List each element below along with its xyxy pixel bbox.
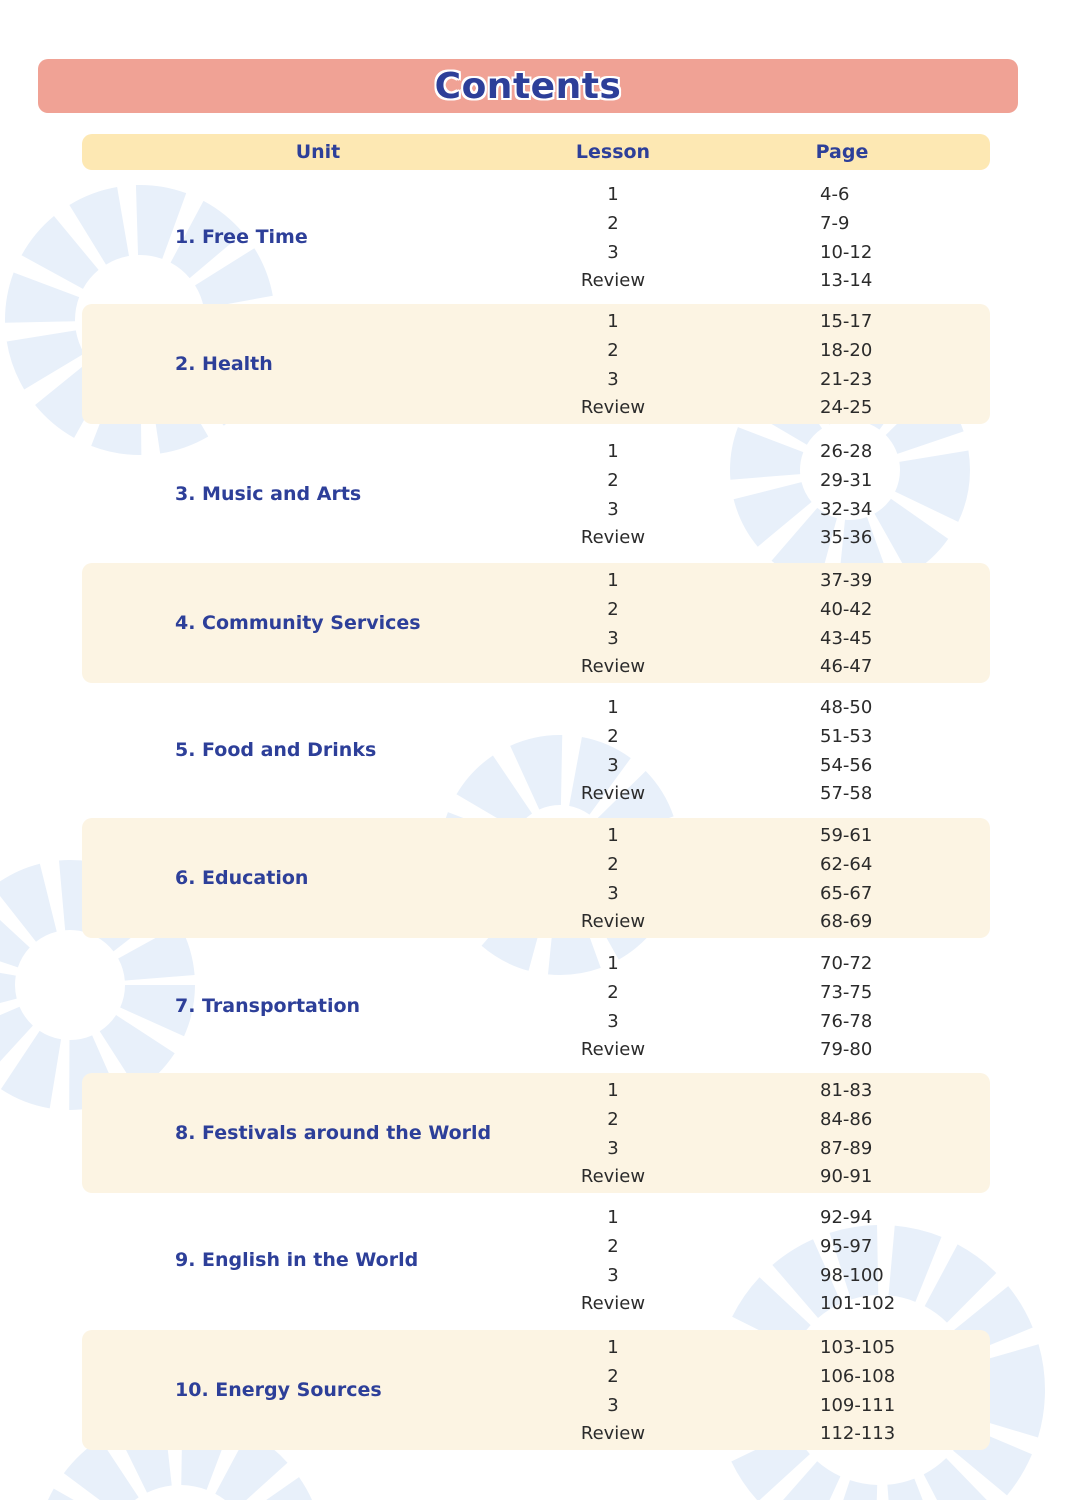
page-range: 106-108	[820, 1366, 896, 1387]
lesson-row	[82, 850, 990, 879]
lesson-row	[82, 949, 990, 978]
lesson-number: Review	[580, 911, 646, 932]
lesson-row	[82, 238, 990, 267]
page-range: 40-42	[820, 599, 873, 620]
lesson-number: 3	[607, 1395, 619, 1416]
lesson-row	[82, 180, 990, 209]
page-range: 57-58	[820, 783, 873, 804]
lesson-number: 2	[607, 340, 619, 361]
page-range: 68-69	[820, 911, 873, 932]
page-range: 10-12	[820, 242, 873, 263]
lesson-number: 2	[607, 1109, 619, 1130]
lesson-number: 3	[607, 242, 619, 263]
lesson-row	[82, 1007, 990, 1036]
page-range: 29-31	[820, 470, 873, 491]
lesson-number: 2	[607, 1236, 619, 1257]
lesson-row	[82, 1261, 990, 1290]
lesson-row	[82, 307, 990, 336]
unit-title: 4. Community Services	[175, 612, 421, 634]
unit-title: 6. Education	[175, 867, 309, 889]
lesson-row	[82, 566, 990, 595]
page-range: 73-75	[820, 982, 873, 1003]
lesson-number: 1	[607, 570, 619, 591]
lesson-number: Review	[580, 783, 646, 804]
page-range: 15-17	[820, 311, 873, 332]
lesson-row	[82, 1362, 990, 1391]
page-range: 35-36	[820, 527, 873, 548]
lesson-row	[82, 365, 990, 394]
column-header-page: Page	[815, 141, 869, 163]
column-header-lesson: Lesson	[575, 141, 651, 163]
unit-row-group	[82, 690, 990, 810]
unit-row-group	[82, 1073, 990, 1193]
lesson-number: Review	[580, 527, 646, 548]
lesson-number: Review	[580, 397, 646, 418]
lesson-row	[82, 523, 990, 552]
lesson-number: 1	[607, 953, 619, 974]
lesson-row	[82, 779, 990, 808]
page-range: 112-113	[820, 1423, 896, 1444]
lesson-row	[82, 1105, 990, 1134]
page-range: 90-91	[820, 1166, 873, 1187]
page-range: 92-94	[820, 1207, 873, 1228]
page-range: 51-53	[820, 726, 873, 747]
lesson-row	[82, 907, 990, 936]
unit-row-group	[82, 946, 990, 1066]
unit-row-group	[82, 177, 990, 297]
lesson-row	[82, 693, 990, 722]
lesson-row	[82, 722, 990, 751]
lesson-number: 1	[607, 1080, 619, 1101]
lesson-row	[82, 1162, 990, 1191]
page-range: 95-97	[820, 1236, 873, 1257]
lesson-row	[82, 1232, 990, 1261]
lesson-row	[82, 1419, 990, 1448]
lesson-number: 3	[607, 499, 619, 520]
page-range: 70-72	[820, 953, 873, 974]
page-range: 4-6	[820, 184, 850, 205]
page-range: 79-80	[820, 1039, 873, 1060]
page-range: 98-100	[820, 1265, 884, 1286]
column-header-unit: Unit	[295, 141, 341, 163]
lesson-number: 1	[607, 184, 619, 205]
page-range: 103-105	[820, 1337, 896, 1358]
lesson-number: Review	[580, 1423, 646, 1444]
unit-row-group	[82, 1330, 990, 1450]
unit-row-group	[82, 563, 990, 683]
unit-title: 2. Health	[175, 353, 273, 375]
lesson-number: 2	[607, 213, 619, 234]
lesson-number: 2	[607, 726, 619, 747]
lesson-row	[82, 1203, 990, 1232]
page-range: 32-34	[820, 499, 873, 520]
lesson-row	[82, 437, 990, 466]
unit-title: 9. English in the World	[175, 1249, 419, 1271]
page-range: 65-67	[820, 883, 873, 904]
lesson-number: Review	[580, 270, 646, 291]
lesson-number: 1	[607, 1337, 619, 1358]
title-banner	[38, 59, 1018, 113]
lesson-row	[82, 1076, 990, 1105]
lesson-row	[82, 466, 990, 495]
lesson-number: 3	[607, 755, 619, 776]
page-range: 46-47	[820, 656, 873, 677]
page-range: 26-28	[820, 441, 873, 462]
page-range: 37-39	[820, 570, 873, 591]
lesson-number: Review	[580, 656, 646, 677]
page-range: 24-25	[820, 397, 873, 418]
lesson-row	[82, 1391, 990, 1420]
page-range: 59-61	[820, 825, 873, 846]
lesson-number: 3	[607, 1011, 619, 1032]
lesson-row	[82, 879, 990, 908]
page-range: 101-102	[820, 1293, 896, 1314]
page-range: 109-111	[820, 1395, 896, 1416]
lesson-row	[82, 821, 990, 850]
page-range: 62-64	[820, 854, 873, 875]
page-range: 7-9	[820, 213, 850, 234]
lesson-number: 1	[607, 311, 619, 332]
lesson-number: 3	[607, 1138, 619, 1159]
lesson-row	[82, 751, 990, 780]
lesson-number: 3	[607, 628, 619, 649]
unit-title: 3. Music and Arts	[175, 483, 362, 505]
lesson-number: 3	[607, 369, 619, 390]
page-range: 13-14	[820, 270, 873, 291]
page-range: 43-45	[820, 628, 873, 649]
lesson-row	[82, 652, 990, 681]
lesson-number: 1	[607, 441, 619, 462]
lesson-number: 2	[607, 854, 619, 875]
page-range: 18-20	[820, 340, 873, 361]
lesson-number: 1	[607, 697, 619, 718]
page-range: 87-89	[820, 1138, 873, 1159]
lesson-row	[82, 495, 990, 524]
table-header	[82, 134, 990, 170]
page-range: 84-86	[820, 1109, 873, 1130]
lesson-row	[82, 595, 990, 624]
page-range: 76-78	[820, 1011, 873, 1032]
unit-title: 1. Free Time	[175, 226, 308, 248]
unit-row-group	[82, 434, 990, 554]
unit-row-group	[82, 304, 990, 424]
lesson-number: Review	[580, 1293, 646, 1314]
lesson-row	[82, 266, 990, 295]
lesson-number: 2	[607, 470, 619, 491]
unit-row-group	[82, 818, 990, 938]
page-title: Contents	[434, 65, 622, 107]
lesson-row	[82, 978, 990, 1007]
page-range: 21-23	[820, 369, 873, 390]
page-range: 81-83	[820, 1080, 873, 1101]
unit-title: 10. Energy Sources	[175, 1379, 382, 1401]
lesson-row	[82, 1134, 990, 1163]
lesson-row	[82, 336, 990, 365]
lesson-number: 1	[607, 825, 619, 846]
lesson-row	[82, 393, 990, 422]
lesson-row	[82, 1289, 990, 1318]
page-range: 48-50	[820, 697, 873, 718]
lesson-row	[82, 1035, 990, 1064]
lesson-row	[82, 209, 990, 238]
unit-title: 7. Transportation	[175, 995, 361, 1017]
unit-row-group	[82, 1200, 990, 1320]
lesson-number: 2	[607, 599, 619, 620]
lesson-number: 2	[607, 982, 619, 1003]
lesson-number: 1	[607, 1207, 619, 1228]
lesson-number: Review	[580, 1166, 646, 1187]
page-range: 54-56	[820, 755, 873, 776]
lesson-row	[82, 624, 990, 653]
lesson-number: 3	[607, 1265, 619, 1286]
decor-ring-6	[70, 1450, 290, 1500]
unit-title: 5. Food and Drinks	[175, 739, 377, 761]
lesson-number: Review	[580, 1039, 646, 1060]
unit-title: 8. Festivals around the World	[175, 1122, 492, 1144]
lesson-row	[82, 1333, 990, 1362]
lesson-number: 2	[607, 1366, 619, 1387]
lesson-number: 3	[607, 883, 619, 904]
